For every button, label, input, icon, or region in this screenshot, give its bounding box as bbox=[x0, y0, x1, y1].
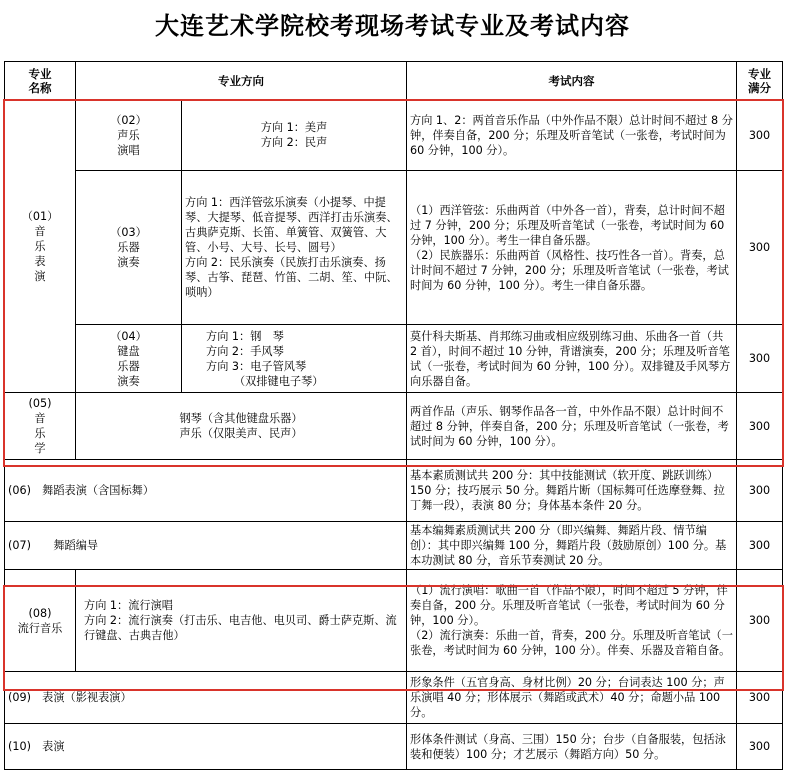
table-row-acting-film bbox=[5, 672, 783, 724]
major-acting: (10) 表演 bbox=[5, 724, 407, 770]
header-major-name: 专业 名称 bbox=[5, 62, 76, 100]
major-acting-film: (09) 表演（影视表演） bbox=[5, 672, 407, 724]
directions-musicology: 钢琴（含其他键盘乐器） 声乐（仅限美声、民声） bbox=[76, 393, 407, 460]
header-score: 专业 满分 bbox=[737, 62, 783, 100]
directions-instrument: 方向 1：西洋管弦乐演奏（小提琴、中提琴、大提琴、低音提琴、西洋打击乐演奏、古典萨克斯、长笛、单簧管、双簧管、大管、小号、大号、长号、圆号） 方向 2：民乐演奏（民族打击乐演奏、扬琴、古筝、琵琶、竹笛、二胡、笙、中阮、唢呐） bbox=[182, 171, 407, 325]
major-dance-performance: (06) 舞蹈表演（含国标舞） bbox=[5, 460, 407, 522]
header-content: 考试内容 bbox=[407, 62, 737, 100]
score-pop-music: 300 bbox=[737, 570, 783, 672]
header-row bbox=[5, 62, 783, 100]
score-musicology: 300 bbox=[737, 393, 783, 460]
sub-keyboard: （04） 键盘 乐器 演奏 bbox=[76, 325, 182, 393]
sub-vocal: （02） 声乐 演唱 bbox=[76, 100, 182, 171]
major-musicology: (05) 音 乐 学 bbox=[5, 393, 76, 460]
exam-table bbox=[4, 61, 783, 770]
directions-keyboard: 方向 1：钢 琴 方向 2：手风琴 方向 3：电子管风琴 （双排键电子琴） bbox=[182, 325, 407, 393]
major-choreography: (07) 舞蹈编导 bbox=[5, 522, 407, 570]
content-acting: 形体条件测试（身高、三围）150 分；台步（自备服装，包括泳装和便装）100 分；才艺展示（舞蹈方向）50 分。 bbox=[407, 724, 737, 770]
table-row-choreography bbox=[5, 522, 783, 570]
content-vocal: 方向 1、2：两首音乐作品（中外作品不限）总计时间不超过 8 分钟，伴奏自备，200 分；乐理及听音笔试（一张卷，考试时间为 60 分钟，100 分）。 bbox=[407, 100, 737, 171]
sub-instrument: （03） 乐器 演奏 bbox=[76, 171, 182, 325]
score-choreography: 300 bbox=[737, 522, 783, 570]
content-keyboard: 莫什科夫斯基、肖邦练习曲或相应级别练习曲、乐曲各一首（共 2 首），时间不超过 10 分钟，背谱演奏，200 分；乐理及听音笔试（一张卷，考试时间为 60 分钟，100 分）。双排键及手风琴方向乐器自备。 bbox=[407, 325, 737, 393]
directions-vocal: 方向 1：美声 方向 2：民声 bbox=[182, 100, 407, 171]
directions-pop-music: 方向 1：流行演唱 方向 2：流行演奏（打击乐、电吉他、电贝司、爵士萨克斯、流行键盘、古典吉他） bbox=[76, 570, 407, 672]
content-dance-performance: 基本素质测试共 200 分：其中技能测试（软开度、跳跃训练）150 分；技巧展示 50 分。舞蹈片断（国标舞可任选摩登舞、拉丁舞一段），表演 80 分；身体基本条件 20 分。 bbox=[407, 460, 737, 522]
content-musicology: 两首作品（声乐、钢琴作品各一首，中外作品不限）总计时间不超过 8 分钟，伴奏自备，200 分；乐理及听音笔试（一张卷，考试时间为 60 分钟，100 分）。 bbox=[407, 393, 737, 460]
score-acting-film: 300 bbox=[737, 672, 783, 724]
major-music-performance: （01） 音 乐 表 演 bbox=[5, 100, 76, 393]
content-pop-music: （1）流行演唱：歌曲一首（作品不限），时间不超过 5 分钟，伴奏自备，200 分。乐理及听音笔试（一张卷，考试时间为 60 分钟，100 分）。 （2）流行演奏：乐曲一首，背奏，200 分。乐理及听音笔试（一张卷，考试时间为 60 分钟，100 分）。伴奏、乐器及音箱自备。 bbox=[407, 570, 737, 672]
page-title: 大连艺术学院校考现场考试专业及考试内容 bbox=[155, 12, 630, 40]
table-row-instrument bbox=[5, 171, 783, 325]
score-dance-performance: 300 bbox=[737, 460, 783, 522]
table-row-keyboard bbox=[5, 325, 783, 393]
major-pop-music: (08) 流行音乐 bbox=[5, 570, 76, 672]
table-row-musicology bbox=[5, 393, 783, 460]
content-instrument: （1）西洋管弦：乐曲两首（中外各一首），背奏，总计时间不超过 7 分钟，200 分；乐理及听音笔试（一张卷，考试时间为 60 分钟，100 分）。考生一律自备乐器。 （2）民族器乐：乐曲两首（风格性、技巧性各一首）。背奏，总计时间不超过 7 分钟，200 分；乐理及听音笔试（一张卷，考试时间为 60 分钟，100 分）。考生一律自备乐器。 bbox=[407, 171, 737, 325]
table-row-acting bbox=[5, 724, 783, 770]
table-row-dance bbox=[5, 460, 783, 522]
content-choreography: 基本编舞素质测试共 200 分（即兴编舞、舞蹈片段、情节编创）：其中即兴编舞 100 分，舞蹈片段（鼓励原创）100 分。基本功测试 80 分，音乐节奏测试 20 分。 bbox=[407, 522, 737, 570]
table-row-vocal bbox=[5, 100, 783, 171]
score-keyboard: 300 bbox=[737, 325, 783, 393]
score-instrument: 300 bbox=[737, 171, 783, 325]
score-vocal: 300 bbox=[737, 100, 783, 171]
header-direction: 专业方向 bbox=[76, 62, 407, 100]
table-row-pop-music bbox=[5, 570, 783, 672]
score-acting: 300 bbox=[737, 724, 783, 770]
content-acting-film: 形象条件（五官身高、身材比例）20 分；台词表达 100 分；声乐演唱 40 分；形体展示（舞蹈或武术）40 分；命题小品 100 分。 bbox=[407, 672, 737, 724]
